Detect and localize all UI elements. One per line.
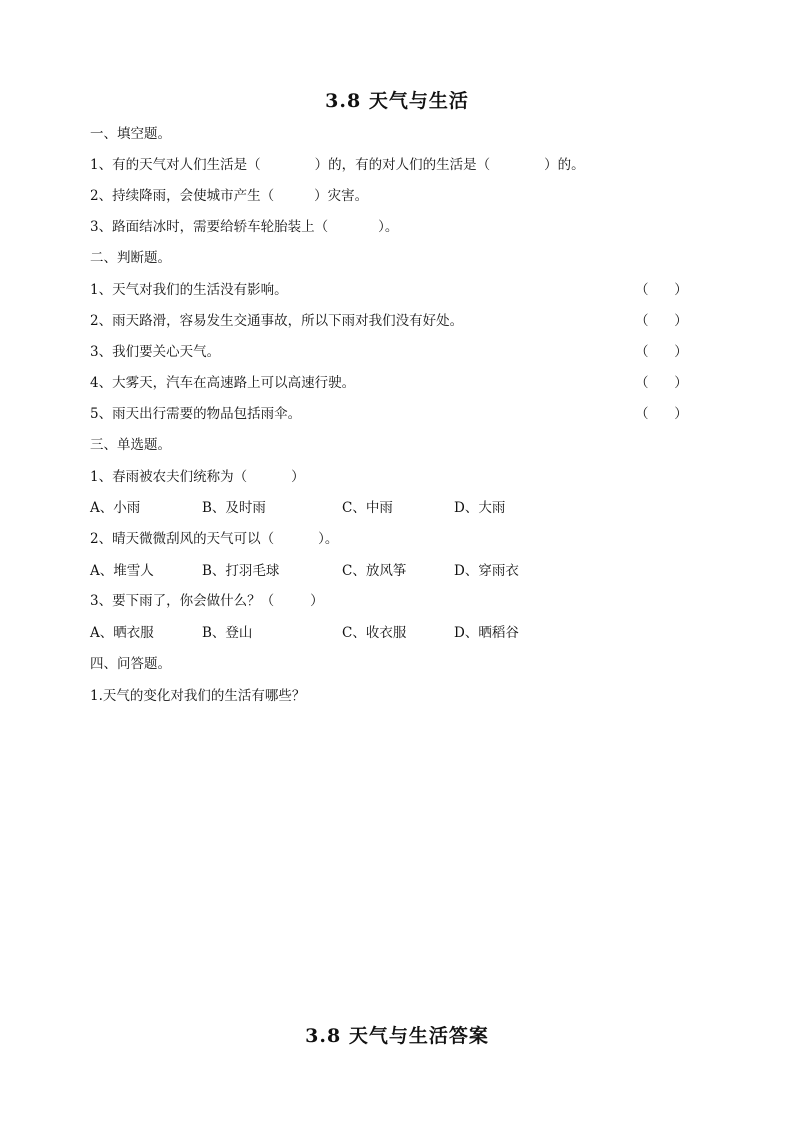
question-stem: 2、晴天微微刮风的天气可以（: [90, 531, 275, 547]
choice-option-c[interactable]: C、放风筝: [342, 563, 407, 579]
answer-parentheses[interactable]: （ ）: [635, 282, 688, 298]
answer-section-title: 3.8 天气与生活答案: [305, 1025, 489, 1047]
choice-option-d[interactable]: D、穿雨衣: [454, 563, 519, 579]
choice-option-d[interactable]: D、晒稻谷: [454, 625, 519, 641]
question-text: 1、有的天气对人们生活是（: [90, 157, 261, 173]
question-text: ）。: [378, 219, 399, 235]
question-text: 3、路面结冰时，需要给轿车轮胎装上（: [90, 219, 329, 235]
section-heading-fill-blank: 一、填空题。: [90, 126, 171, 142]
section-heading-single-choice: 三、单选题。: [90, 437, 171, 453]
question-text: ）的，有的对人们的生活是（: [314, 157, 491, 173]
true-false-question: 4、大雾天，汽车在高速路上可以高速行驶。: [90, 375, 356, 391]
choice-option-c[interactable]: C、中雨: [342, 500, 393, 516]
true-false-question: 1、天气对我们的生活没有影响。: [90, 282, 288, 298]
answer-parentheses[interactable]: （ ）: [635, 406, 688, 422]
short-answer-question-1: 1.天气的变化对我们的生活有哪些？: [90, 688, 306, 704]
question-stem-end: ）: [310, 593, 324, 609]
answer-parentheses[interactable]: （ ）: [635, 313, 688, 329]
question-text: 2、持续降雨，会使城市产生（: [90, 188, 275, 204]
choice-option-a[interactable]: A、小雨: [90, 500, 141, 516]
true-false-question: 3、我们要关心天气。: [90, 344, 221, 360]
choice-question-2: [90, 530, 338, 548]
answer-parentheses[interactable]: （ ）: [635, 344, 688, 360]
answer-parentheses[interactable]: （ ）: [635, 375, 688, 391]
true-false-question: 5、雨天出行需要的物品包括雨伞。: [90, 406, 302, 422]
question-stem-end: ）。: [318, 531, 339, 547]
choice-option-b[interactable]: B、登山: [202, 625, 253, 641]
choice-option-c[interactable]: C、收衣服: [342, 625, 407, 641]
section-heading-short-answer: 四、问答题。: [90, 656, 171, 672]
question-stem-end: ）: [291, 469, 305, 485]
question-text: ）灾害。: [314, 188, 369, 204]
question-text: ）的。: [544, 157, 585, 173]
choice-option-b[interactable]: B、及时雨: [202, 500, 266, 516]
choice-option-d[interactable]: D、大雨: [454, 500, 506, 516]
choice-question-1: [90, 468, 305, 486]
page-title: 3.8 天气与生活: [325, 90, 469, 112]
question-stem: 1、春雨被农夫们统称为（: [90, 469, 248, 485]
choice-option-b[interactable]: B、打羽毛球: [202, 563, 280, 579]
section-heading-true-false: 二、判断题。: [90, 250, 171, 266]
fill-blank-question-2: [90, 187, 368, 205]
choice-option-a[interactable]: A、晒衣服: [90, 625, 154, 641]
choice-question-3: [90, 592, 324, 610]
choice-option-a[interactable]: A、堆雪人: [90, 563, 154, 579]
question-stem: 3、要下雨了，你会做什么？（: [90, 593, 275, 609]
fill-blank-question-1: [90, 156, 585, 174]
fill-blank-question-3: [90, 218, 398, 236]
true-false-question: 2、雨天路滑，容易发生交通事故，所以下雨对我们没有好处。: [90, 313, 464, 329]
